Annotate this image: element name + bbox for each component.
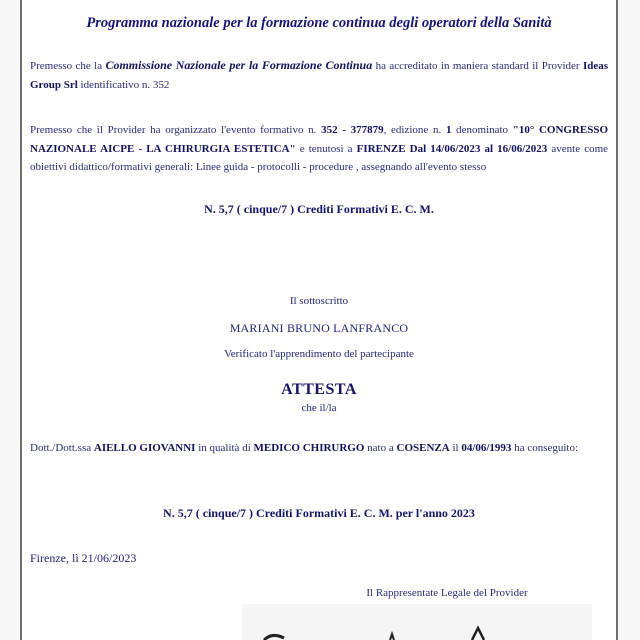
- edition-number: 1: [445, 124, 452, 136]
- place-date: Firenze, lì 21/06/2023: [30, 551, 137, 565]
- text: Premesso che il Provider ha organizzato l'evento formativo n.: [30, 124, 317, 136]
- text: il: [452, 442, 459, 454]
- participant-birthplace: COSENZA: [396, 442, 450, 454]
- participant-birthdate: 04/06/1993: [461, 442, 512, 454]
- text: ha accreditato in maniera standard il Provider: [375, 60, 580, 72]
- text: e tenutosi a: [299, 142, 353, 155]
- text: in qualità di: [198, 442, 251, 454]
- certificate-page: [20, 0, 618, 640]
- participant-paragraph: [30, 439, 608, 458]
- che-il-la: che il/la: [301, 402, 337, 414]
- participant-name: AIELLO GIOVANNI: [93, 442, 196, 454]
- signatory-label: Il sottoscritto: [289, 295, 349, 307]
- text: nato a: [367, 442, 394, 454]
- program-title: Programma nazionale per la formazione continua degli operatori della Sanità: [86, 15, 552, 31]
- text: , edizione n.: [383, 124, 442, 136]
- provider-name: Ideas Group Srl: [30, 60, 609, 91]
- legal-representative-label: Il Rappresentate Legale del Provider: [366, 587, 528, 599]
- participant-credits: N. 5,7 ( cinque/7 ) Crediti Formativi E. C. M. per l'anno 2023: [163, 506, 475, 520]
- participant-role: MEDICO CHIRURGO: [253, 442, 365, 454]
- text: denominato: [456, 124, 509, 136]
- event-number: 352 - 377879: [321, 124, 384, 136]
- verified-text: Verificato l'apprendimento del partecipante: [224, 348, 414, 360]
- event-paragraph: [30, 121, 608, 177]
- text: Premesso che la: [30, 60, 103, 72]
- provider-id: identificativo n. 352: [80, 78, 170, 91]
- commission-name: Commissione Nazionale per la Formazione Continua: [105, 58, 373, 72]
- event-objectives: avente come obiettivi didattico/formativi generali: Linee guida - protocolli - procedure , assegnando all'evento stesso: [30, 142, 609, 173]
- attesta-heading: ATTESTA: [281, 381, 357, 398]
- accreditation-paragraph: [30, 56, 608, 94]
- signature-stroke-icon: [242, 604, 592, 640]
- text: ha conseguito:: [514, 442, 579, 454]
- event-credits: N. 5,7 ( cinque/7 ) Crediti Formativi E. C. M.: [204, 202, 434, 216]
- signature-image: [242, 604, 592, 640]
- signatory-name: MARIANI BRUNO LANFRANCO: [229, 321, 409, 335]
- event-place-dates: FIRENZE Dal 14/06/2023 al 16/06/2023: [356, 142, 548, 155]
- text: Dott./Dott.ssa: [30, 442, 92, 454]
- event-name: "10° CONGRESSO NAZIONALE AICPE - LA CHIRURGIA ESTETICA": [30, 124, 609, 155]
